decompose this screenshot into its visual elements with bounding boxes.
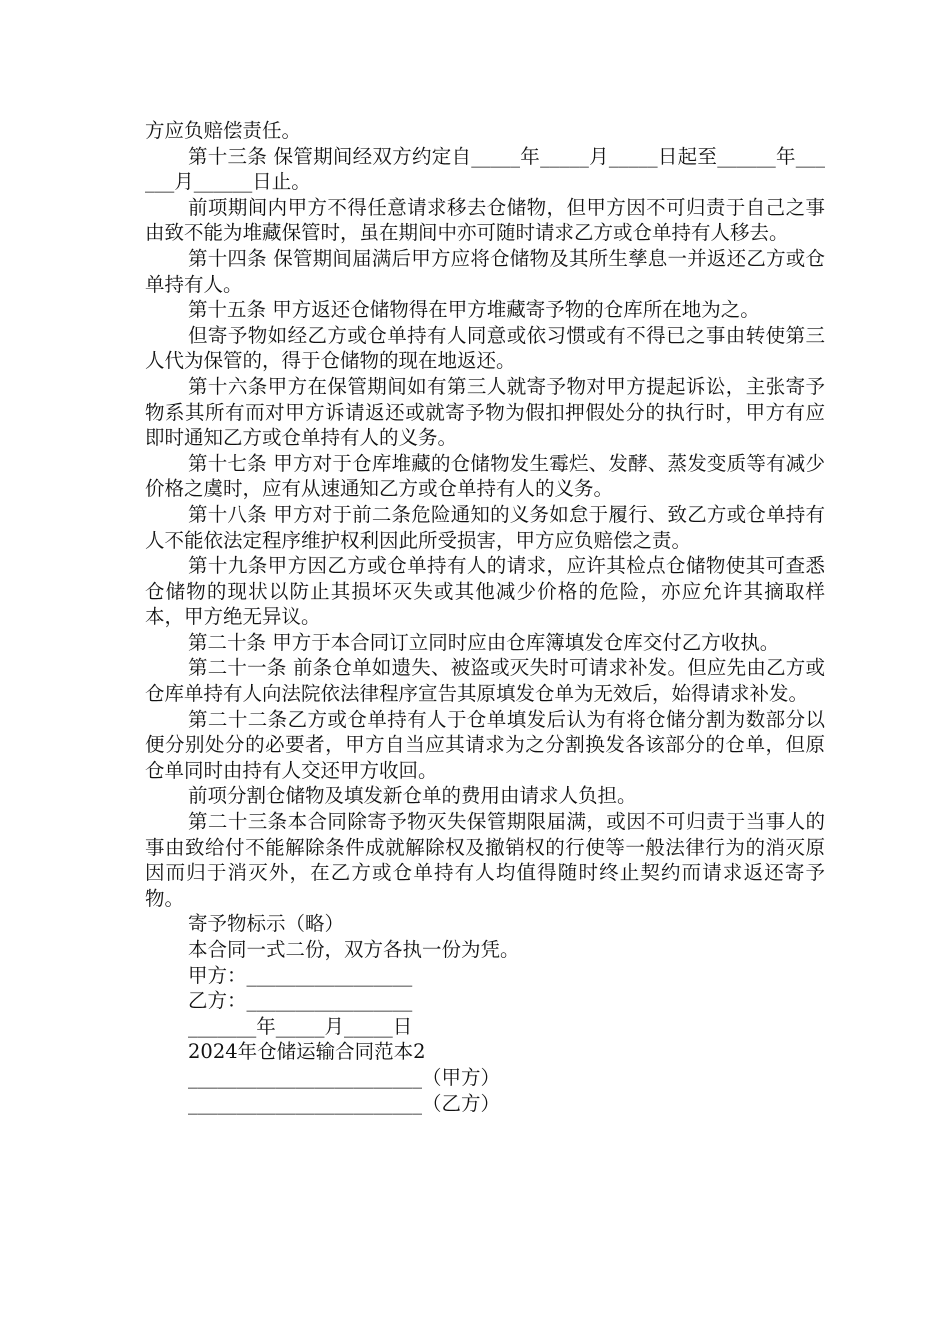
party-a-name-line: ________________________（甲方） <box>188 1065 501 1089</box>
contract-body <box>145 118 825 1116</box>
date-line: _______年_____月_____日 <box>188 1014 413 1038</box>
article-13: 第十三条 保管期间经双方约定自_____年_____月_____日起至______年______月______日止。 <box>145 144 825 194</box>
party-b-name-line: ________________________（乙方） <box>188 1091 501 1115</box>
article-21: 第二十一条 前条仓单如遗失、被盗或灭失时可请求补发。但应先由乙方或仓库单持有人向法院依法律程序宣告其原填发仓单为无效后，始得请求补发。 <box>145 656 825 706</box>
next-document-title: 2024年仓储运输合同范本2 <box>188 1040 426 1064</box>
article-14: 第十四条 保管期间届满后甲方应将仓储物及其所生孳息一并返还乙方或仓单持有人。 <box>145 246 825 296</box>
article-22: 第二十二条乙方或仓单持有人于仓单填发后认为有将仓储分割为数部分以便分别处分的必要者，甲方自当应其请求为之分割换发各该部分的仓单，但原仓单同时由持有人交还甲方收回。 <box>145 707 825 782</box>
deposit-marking-line: 寄予物标示（略） <box>188 912 345 936</box>
article-15: 第十五条 甲方返还仓储物得在甲方堆藏寄予物的仓库所在地为之。 <box>188 298 760 322</box>
paragraph-continuation: 方应负赔偿责任。 <box>145 119 302 142</box>
article-23: 第二十三条本合同除寄予物灭失保管期限届满，或因不可归责于当事人的事由致给付不能解除条件成就解除权及撤销权的行使等一般法律行为的消灭原因而归于消灭外，在乙方或仓单持有人均值得随时终止契约而请求返还寄予物。 <box>145 810 825 910</box>
article-17: 第十七条 甲方对于仓库堆藏的仓储物发生霉烂、发酵、蒸发变质等有减少价格之虞时，应有从速通知乙方或仓单持有人的义务。 <box>145 451 825 501</box>
article-16: 第十六条甲方在保管期间如有第三人就寄予物对甲方提起诉讼，主张寄予物系其所有而对甲方诉请返还或就寄予物为假扣押假处分的执行时，甲方有应即时通知乙方或仓单持有人的义务。 <box>145 374 825 450</box>
article-19: 第十九条甲方因乙方或仓单持有人的请求，应许其检点仓储物使其可查悉仓储物的现状以防止其损坏灭失或其他减少价格的危险，亦应允许其摘取样本，甲方绝无异议。 <box>145 554 825 629</box>
article-20: 第二十条 甲方于本合同订立同时应由仓库簿填发仓库交付乙方收执。 <box>188 630 780 654</box>
paragraph-article-22-note: 前项分割仓储物及填发新仓单的费用由请求人负担。 <box>188 784 637 808</box>
paragraph-article-13-note: 前项期间内甲方不得任意请求移去仓储物，但甲方因不可归责于自己之事由致不能为堆藏保管时，虽在期间中亦可随时请求乙方或仓单持有人移去。 <box>145 195 825 245</box>
paragraph-article-15-note: 但寄予物如经乙方或仓单持有人同意或依习惯或有不得已之事由转使第三人代为保管的，得于仓储物的现在地返还。 <box>145 323 825 373</box>
article-18: 第十八条 甲方对于前二条危险通知的义务如怠于履行、致乙方或仓单持有人不能依法定程序维护权利因此所受损害，甲方应负赔偿之责。 <box>145 502 825 552</box>
copies-line: 本合同一式二份，双方各执一份为凭。 <box>188 938 520 961</box>
party-a-signature-line: 甲方：_________________ <box>188 963 413 987</box>
party-b-signature-line: 乙方：_________________ <box>188 989 413 1013</box>
